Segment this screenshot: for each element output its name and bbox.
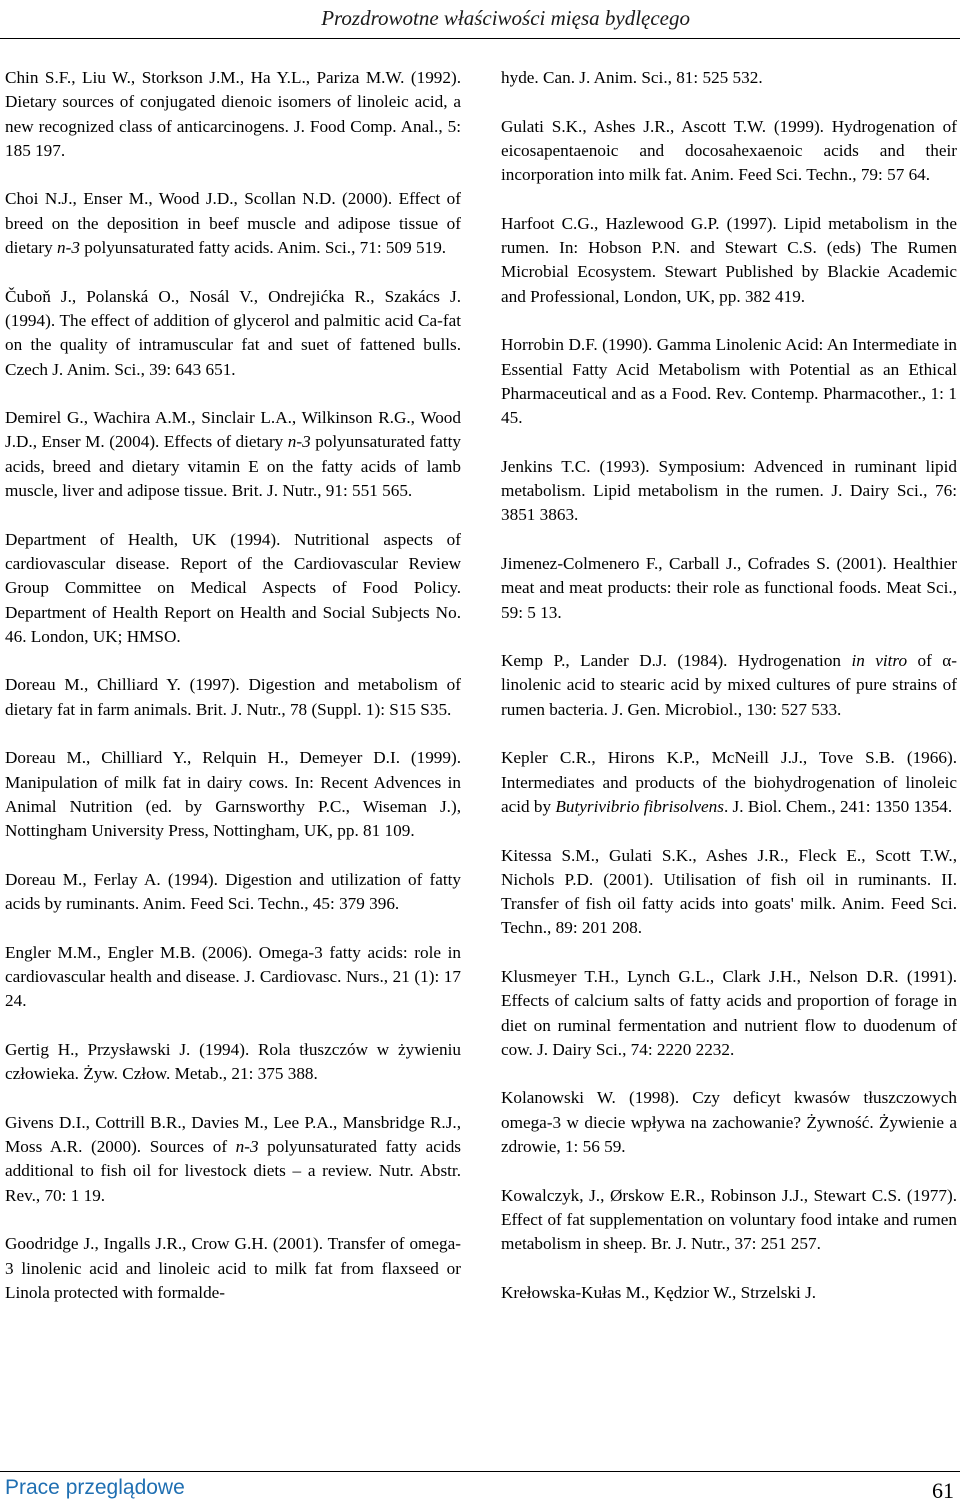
reference-item: Demirel G., Wachira A.M., Sinclair L.A., Wilkinson R.G., Wood J.D., Enser M. (2004). Effects of dietary n-3 polyunsaturated fatty acids, breed and dietary vitamin E on the fatty acids of lamb muscle, liver and adipose tissue. Brit. J. Nutr., 91: 551 565. — [5, 408, 461, 501]
reference-item: Kemp P., Lander D.J. (1984). Hydrogenation in vitro of α-linolenic acid to stearic acid by mixed cultures of pure strains of rumen bacteria. J. Gen. Microbiol., 130: 527 533. — [501, 651, 957, 719]
references-column-right — [501, 66, 957, 1329]
reference-item: Gertig H., Przysławski J. (1994). Rola tłuszczów w żywieniu człowieka. Żyw. Człow. Metab., 21: 375 388. — [5, 1039, 461, 1084]
reference-item: Jenkins T.C. (1993). Symposium: Advenced in ruminant lipid metabolism. Lipid metabolism in the rumen. J. Dairy Sci., 76: 3851 3863. — [501, 456, 957, 525]
reference-item: Klusmeyer T.H., Lynch G.L., Clark J.H., Nelson D.R. (1991). Effects of calcium salts of fatty acids and proportion of forage in diet on ruminal fermentation and nutrient flow to duodenum of cow. J. Dairy Sci., 74: 2220 2232. — [501, 966, 957, 1059]
reference-item: Department of Health, UK (1994). Nutritional aspects of cardiovascular disease. Report of the Cardiovascular Review Group Committee on Medical Aspects of Food Policy. Department of Health Report on Health and Social Subjects No. 46. London, UK; HMSO. — [5, 529, 461, 646]
reference-item: Gulati S.K., Ashes J.R., Ascott T.W. (1999). Hydrogenation of eicosapentaenoic and docosahexaenoic acids and their incorporation into milk fat. Anim. Feed Sci. Techn., 79: 57 64. — [501, 116, 957, 185]
references-column-left — [5, 66, 461, 1329]
reference-item: Kepler C.R., Hirons K.P., McNeill J.J., Tove S.B. (1966). Intermediates and products of the biohydrogenation of linoleic acid by Butyrivibrio fibrisolvens. J. Biol. Chem., 241: 1350 1354. — [501, 748, 957, 816]
reference-item: Krełowska-Kułas M., Kędzior W., Strzelski J. — [501, 1282, 817, 1302]
footer-rule — [0, 1471, 960, 1472]
reference-item: Kitessa S.M., Gulati S.K., Ashes J.R., Fleck E., Scott T.W., Nichols P.D. (2001). Utilisation of fish oil in ruminants. II. Transfer of fish oil fatty acids into goats' milk. Anim. Feed Sci. Techn., 89: 201 208. — [501, 845, 957, 938]
reference-item: Horrobin D.F. (1990). Gamma Linolenic Acid: An Intermediate in Essential Fatty Acid Metabolism with Potential as an Ethical Pharmaceutical and as a Food. Rev. Contemp. Pharmacother., 1: 1 45. — [501, 335, 957, 428]
reference-item: hyde. Can. J. Anim. Sci., 81: 525 532. — [501, 68, 763, 87]
reference-item: Harfoot C.G., Hazlewood G.P. (1997). Lipid metabolism in the rumen. In: Hobson P.N. and Stewart C.S. (eds) The Rumen Microbial Ecosystem. Stewart Published by Blackie Academic and Professional, London, UK, pp. 382 419. — [501, 213, 957, 306]
reference-item: Doreau M., Chilliard Y. (1997). Digestion and metabolism of dietary fat in farm animals. Brit. J. Nutr., 78 (Suppl. 1): S15 S35. — [5, 675, 461, 719]
page-number: 61 — [932, 1478, 954, 1503]
reference-item: Chin S.F., Liu W., Storkson J.M., Ha Y.L., Pariza M.W. (1992). Dietary sources of conjugated dienoic isomers of linoleic acid, a new recognized class of anticarcinogens. J. Food Comp. Anal., 5: 185 197. — [5, 68, 461, 160]
running-header: Prozdrowotne właściwości mięsa bydlęcego — [321, 6, 690, 30]
header-rule — [0, 38, 960, 39]
reference-item: Goodridge J., Ingalls J.R., Crow G.H. (2001). Transfer of omega-3 linolenic acid and linoleic acid to milk fat from flaxseed or Linola protected with formalde- — [5, 1234, 461, 1302]
reference-item: Doreau M., Ferlay A. (1994). Digestion and utilization of fatty acids by ruminants. Anim. Feed Sci. Techn., 45: 379 396. — [5, 869, 461, 914]
reference-item: Doreau M., Chilliard Y., Relquin H., Demeyer D.I. (1999). Manipulation of milk fat in dairy cows. In: Recent Advences in Animal Nutrition (ed. by Garnsworthy P.C., Wiseman J.), Nottingham University Press, Nottingham, UK, pp. 81 109. — [5, 748, 461, 841]
footer-section-label: Prace przeglądowe — [5, 1476, 185, 1499]
reference-item: Jimenez-Colmenero F., Carball J., Cofrades S. (2001). Healthier meat and meat products: their role as functional foods. Meat Sci., 59: 5 13. — [501, 553, 957, 622]
reference-item: Givens D.I., Cottrill B.R., Davies M., Lee P.A., Mansbridge R.J., Moss A.R. (2000). Sources of n-3 polyunsaturated fatty acids additional to fish oil for livestock diets – a review. Nutr. Abstr. Rev., 70: 1 19. — [5, 1112, 461, 1205]
reference-item: Engler M.M., Engler M.B. (2006). Omega-3 fatty acids: role in cardiovascular health and disease. J. Cardiovasc. Nurs., 21 (1): 17 24. — [5, 942, 461, 1011]
reference-item: Čuboň J., Polanská O., Nosál V., Ondrejićka R., Szakács J. (1994). The effect of addition of glycerol and palmitic acid Ca-fat on the quality of intramuscular fat and suet of fattened bulls. Czech J. Anim. Sci., 39: 643 651. — [5, 286, 461, 379]
reference-item: Kowalczyk, J., Ørskow E.R., Robinson J.J., Stewart C.S. (1977). Effect of fat supplementation on voluntary food intake and rumen metabolism in sheep. Br. J. Nutr., 37: 251 257. — [501, 1185, 957, 1254]
reference-item: Kolanowski W. (1998). Czy deficyt kwasów tłuszczowych omega-3 w diecie wpływa na zachowanie? Żywność. Żywienie a zdrowie, 1: 56 59. — [501, 1088, 957, 1157]
reference-item: Choi N.J., Enser M., Wood J.D., Scollan N.D. (2000). Effect of breed on the deposition in beef muscle and adipose tissue of dietary n-3 polyunsaturated fatty acids. Anim. Sci., 71: 509 519. — [5, 189, 461, 258]
